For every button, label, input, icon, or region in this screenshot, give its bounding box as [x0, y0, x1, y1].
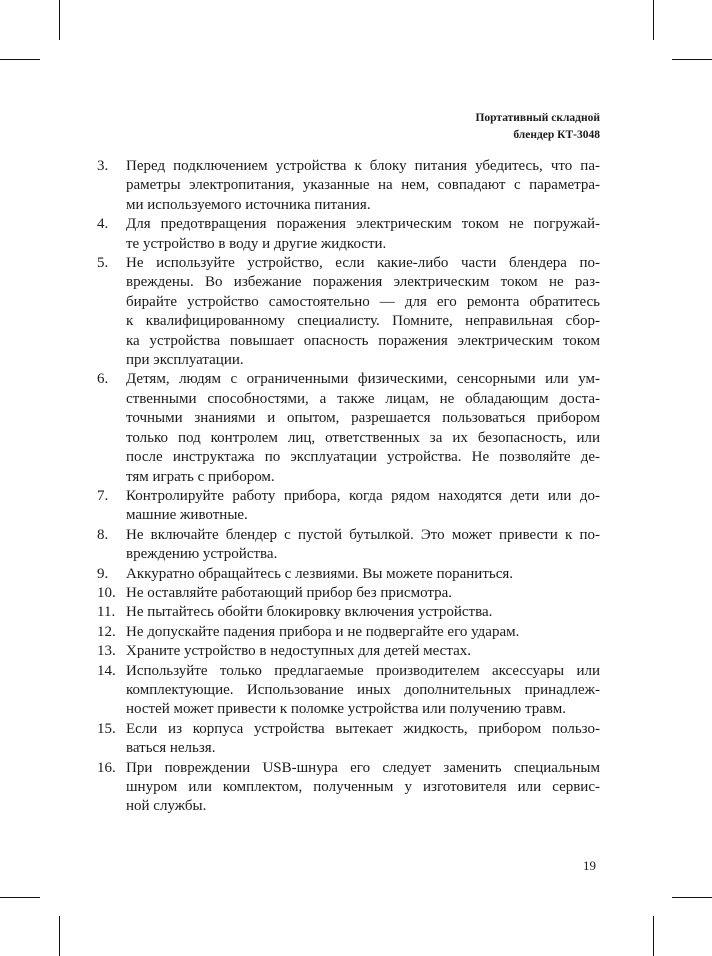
text-line: раметры электропитания, указанные на нем, совпадают с параметра- [126, 177, 600, 194]
text-line: Используйте только предлагаемые производителем аксессуары или [126, 662, 600, 679]
list-item [97, 254, 600, 370]
list-item [97, 487, 600, 526]
list-item-text [126, 759, 600, 817]
text-line: Храните устройство в недоступных для детей местах. [126, 643, 471, 660]
text-line: При повреждении USB-шнура его следует заменить специальным [126, 759, 600, 776]
list-item-text [126, 254, 600, 370]
text-line: комплектующие. Использование иных дополнительных принадлеж- [126, 681, 600, 698]
list-item-text [126, 157, 600, 215]
list-item [97, 565, 600, 584]
list-item [97, 623, 600, 642]
crop-mark-right-bottom [672, 897, 712, 898]
text-line: Не пытайтесь обойти блокировку включения устройства. [126, 604, 493, 621]
crop-mark-top-right [653, 0, 654, 40]
page-number: 19 [583, 858, 596, 873]
list-item-number: 4. [97, 216, 109, 233]
header-line-2: блендер КТ-3048 [513, 129, 600, 141]
list-item-number: 6. [97, 371, 109, 388]
list-item-text [126, 526, 600, 565]
crop-mark-bottom-left [59, 916, 60, 956]
safety-instructions-list [97, 157, 600, 817]
crop-mark-left-bottom [0, 897, 40, 898]
text-line: Не используйте устройство, если какие-либо части блендера по- [126, 255, 600, 272]
list-item-number: 11. [97, 604, 116, 621]
text-line: вреждению устройства. [126, 546, 278, 563]
list-item-text [126, 584, 600, 603]
text-line: при эксплуатации. [126, 352, 244, 369]
list-item-text [126, 603, 600, 622]
text-line: ми используемого источника питания. [126, 196, 371, 213]
list-item-text [126, 370, 600, 486]
list-item-number: 7. [97, 487, 109, 504]
text-line: Не допускайте падения прибора и не подвергайте его ударам. [126, 623, 520, 640]
text-line: шнуром или комплектом, полученным у изготовителя или сервис- [126, 779, 600, 795]
list-item [97, 526, 600, 565]
list-item [97, 720, 600, 759]
text-line: бирайте устройство самостоятельно — для его ремонта обратитесь [126, 293, 600, 310]
list-item-text [126, 623, 600, 642]
text-line: ственными способностями, а также лицам, не обладающим доста- [126, 390, 600, 407]
list-item-number: 14. [97, 662, 116, 679]
text-line: Контролируйте работу прибора, когда рядом находятся дети или до- [126, 487, 600, 504]
list-item [97, 584, 600, 603]
list-item-text [126, 662, 600, 720]
list-item [97, 370, 600, 486]
list-item [97, 759, 600, 817]
list-item-number: 9. [97, 565, 109, 582]
text-line: вреждены. Во избежание поражения электрическим током не раз- [126, 274, 600, 291]
text-line: ка устройства повышает опасность поражения электрическим током [126, 332, 600, 349]
list-item-text [126, 642, 600, 661]
text-line: машние животные. [126, 507, 248, 524]
list-item [97, 642, 600, 661]
text-line: Перед подключением устройства к блоку питания убедитесь, что па- [126, 158, 600, 174]
text-line: после инструктажа по эксплуатации устройства. Не позволяйте де- [126, 449, 600, 466]
text-line: Если из корпуса устройства вытекает жидкость, прибором пользо- [126, 720, 600, 737]
text-line: тям играть с прибором. [126, 468, 275, 485]
list-item-number: 15. [97, 720, 116, 737]
list-item [97, 157, 600, 215]
list-item-number: 13. [97, 643, 116, 660]
running-header [475, 110, 600, 144]
text-line: Детям, людям с ограниченными физическими, сенсорными или ум- [126, 371, 600, 388]
list-item-text [126, 720, 600, 759]
list-item-text [126, 565, 600, 584]
header-line-1: Портативный складной [475, 112, 600, 124]
text-line: Для предотвращения поражения электрическим током не погружай- [126, 216, 600, 233]
text-line: только под контролем лиц, ответственных за их безопасность, или [126, 429, 600, 446]
text-line: Не включайте блендер с пустой бутылкой. Это может привести к по- [126, 526, 600, 543]
crop-mark-bottom-right [653, 916, 654, 956]
text-line: ной службы. [126, 798, 207, 815]
list-item [97, 603, 600, 622]
crop-mark-top-left [59, 0, 60, 40]
list-item-number: 8. [97, 526, 109, 543]
text-line: ваться нельзя. [126, 740, 216, 757]
list-item-text [126, 215, 600, 254]
crop-mark-left-top [0, 59, 40, 60]
list-item-number: 12. [97, 623, 116, 640]
text-line: те устройство в воду и другие жидкости. [126, 235, 387, 252]
list-item-number: 5. [97, 255, 109, 272]
list-item-number: 16. [97, 759, 116, 776]
text-line: точными знаниями и опытом, разрешается пользоваться прибором [126, 410, 600, 427]
list-item-text [126, 487, 600, 526]
text-line: ностей может привести к поломке устройства или получению травм. [126, 701, 566, 718]
text-line: Аккуратно обращайтесь с лезвиями. Вы можете пораниться. [126, 565, 514, 582]
list-item-number: 3. [97, 158, 109, 174]
text-line: Не оставляйте работающий прибор без присмотра. [126, 584, 453, 601]
list-item [97, 215, 600, 254]
list-item [97, 662, 600, 720]
list-item-number: 10. [97, 584, 116, 601]
crop-mark-right-top [672, 59, 712, 60]
text-line: к квалифицированному специалисту. Помните, неправильная сбор- [126, 313, 600, 330]
